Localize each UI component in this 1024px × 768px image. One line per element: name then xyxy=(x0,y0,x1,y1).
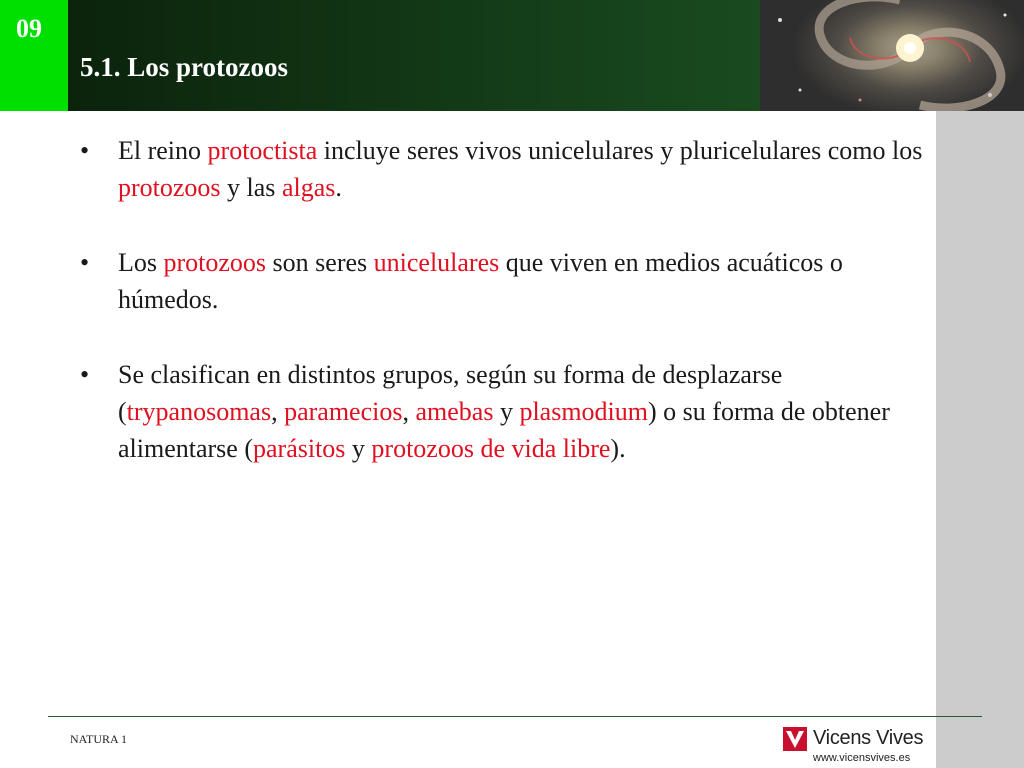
book-label: NATURA 1 xyxy=(70,732,128,746)
highlighted-term: trypanosomas xyxy=(126,397,272,426)
text-segment: , xyxy=(402,397,416,426)
slide-title: 5.1. Los protozoos xyxy=(80,52,289,82)
bullet-item xyxy=(80,356,930,467)
text-segment: y las xyxy=(220,173,282,202)
chapter-badge xyxy=(0,0,68,111)
text-segment: ). xyxy=(610,434,626,463)
text-segment: incluye seres vivos unicelulares y pluricelulares como los xyxy=(317,136,923,165)
chapter-number: 09 xyxy=(16,14,42,43)
text-segment: . xyxy=(335,173,342,202)
publisher-name: Vicens Vives xyxy=(813,727,924,749)
highlighted-term: paramecios xyxy=(284,397,403,426)
highlighted-term: protozoos xyxy=(118,173,221,202)
galaxy-image xyxy=(760,0,1024,111)
bullet-text xyxy=(118,244,930,318)
highlighted-term: unicelulares xyxy=(373,248,500,277)
highlighted-term: protozoos de vida libre xyxy=(371,434,611,463)
text-segment: , xyxy=(271,397,285,426)
text-segment: ) o su forma de obtener alimentarse ( xyxy=(118,397,890,463)
highlighted-term: protozoos xyxy=(163,248,267,277)
highlighted-term: parásitos xyxy=(253,434,346,463)
text-segment: y xyxy=(493,397,520,426)
slide-header xyxy=(0,0,1024,111)
highlighted-term: plasmodium xyxy=(519,397,649,426)
bullet-text xyxy=(118,132,930,206)
publisher-logo xyxy=(783,727,933,767)
bullet-text xyxy=(118,356,930,467)
text-segment: y xyxy=(345,434,372,463)
bullet-dot: • xyxy=(80,248,90,277)
bullet-dot: • xyxy=(80,136,90,165)
footer-divider xyxy=(48,716,982,717)
text-segment: Los xyxy=(118,248,164,277)
text-segment: Se clasifican en distintos grupos, según su forma de desplazarse ( xyxy=(118,360,783,426)
bullet-dot: • xyxy=(80,360,90,389)
bullet-list xyxy=(80,132,930,505)
publisher-url: www.vicensvives.es xyxy=(813,752,911,764)
bullet-item xyxy=(80,244,930,318)
right-side-bar xyxy=(936,111,1024,768)
highlighted-term: protoctista xyxy=(207,136,318,165)
text-segment: que viven en medios acuáticos o húmedos. xyxy=(118,248,843,314)
text-segment: son seres xyxy=(266,248,374,277)
spiral-galaxy-photo xyxy=(760,0,1024,111)
bullet-item xyxy=(80,132,930,206)
highlighted-term: algas xyxy=(281,173,336,202)
text-segment: El reino xyxy=(118,136,208,165)
vicens-vives-v-logo-icon xyxy=(783,727,807,751)
highlighted-term: amebas xyxy=(415,397,494,426)
